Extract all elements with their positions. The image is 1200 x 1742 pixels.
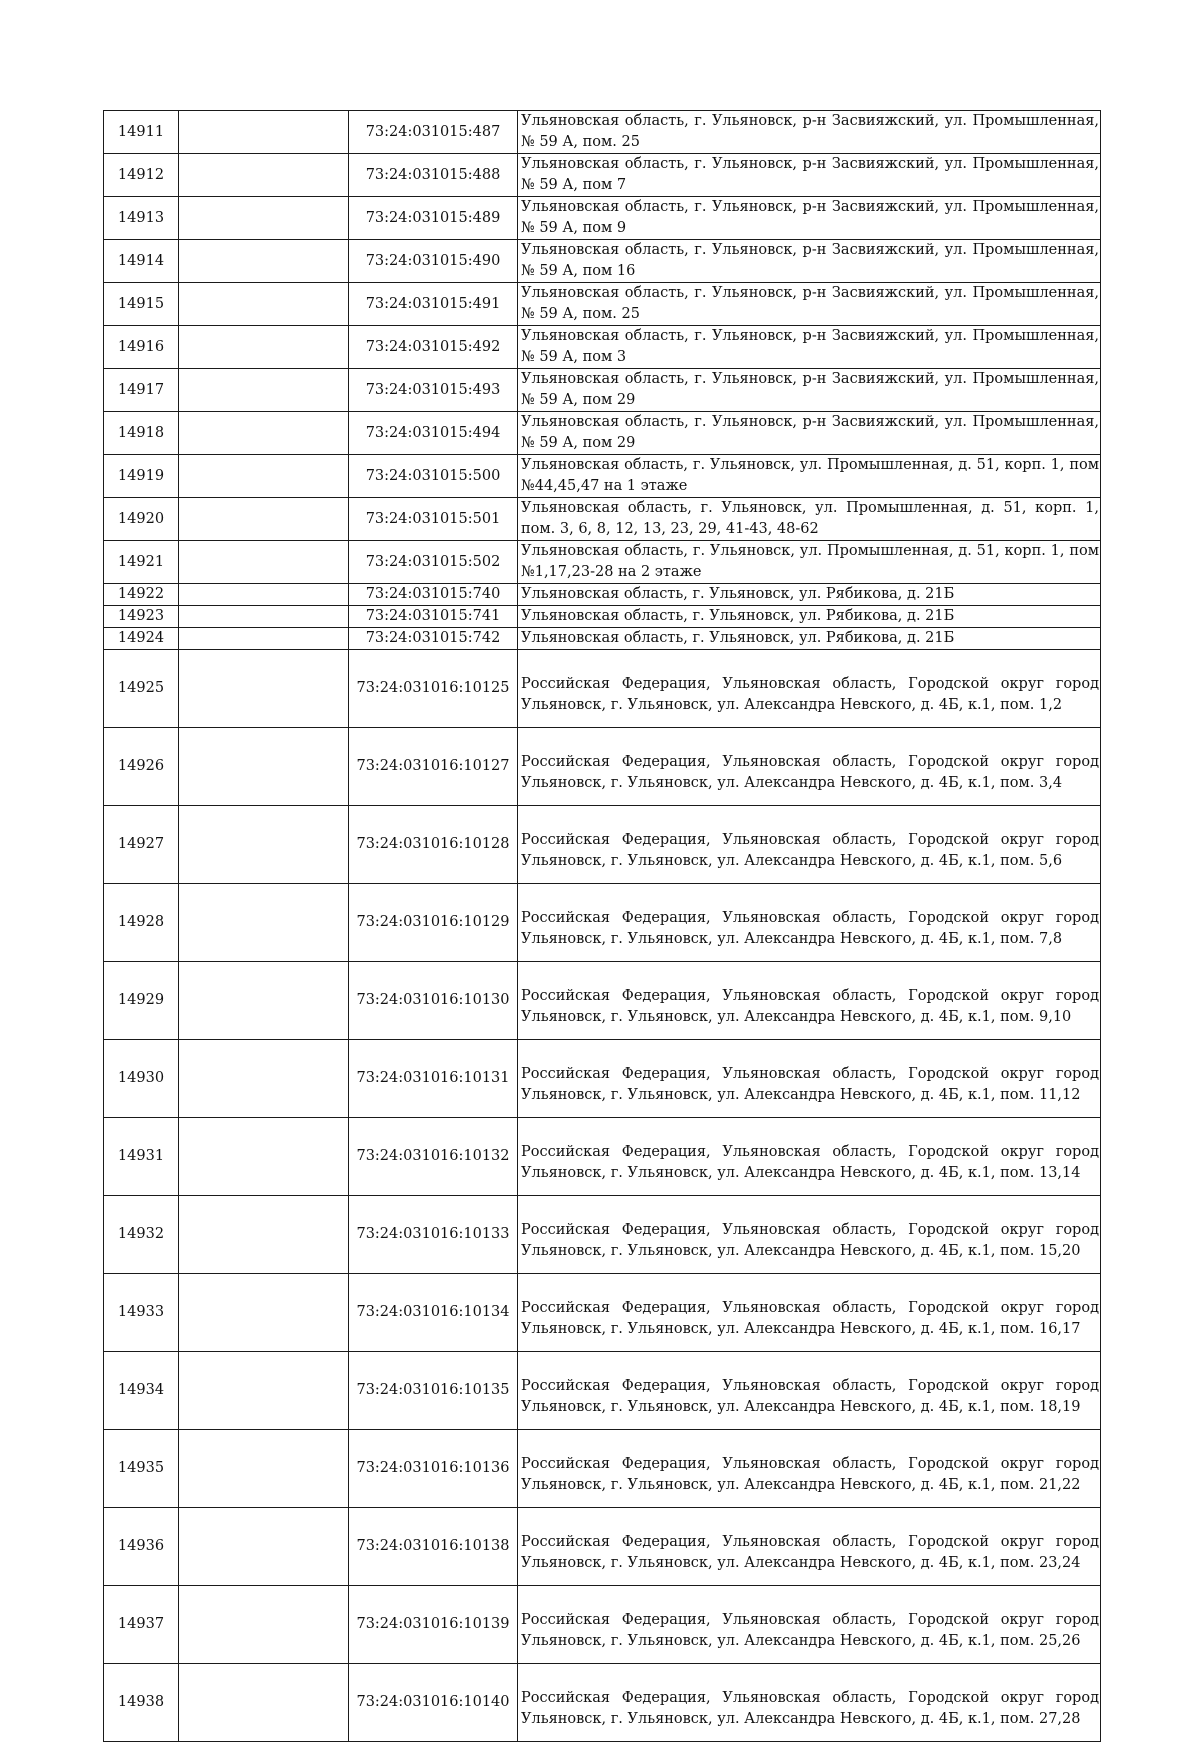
property-table (103, 110, 1101, 1742)
empty-cell (179, 326, 349, 369)
cadastral-number: 73:24:031015:502 (349, 541, 518, 584)
address: Ульяновская область, г. Ульяновск, р-н Засвияжский, ул. Промышленная, № 59 А, пом. 25 (518, 283, 1101, 326)
table-row (104, 606, 1101, 628)
cadastral-number: 73:24:031016:10138 (349, 1508, 518, 1586)
cadastral-number: 73:24:031015:492 (349, 326, 518, 369)
table-row (104, 1352, 1101, 1430)
table-row (104, 541, 1101, 584)
empty-cell (179, 1508, 349, 1586)
address: Ульяновская область, г. Ульяновск, ул. Рябикова, д. 21Б (518, 628, 1101, 650)
row-number: 14912 (104, 154, 179, 197)
cadastral-number: 73:24:031015:740 (349, 584, 518, 606)
address: Российская Федерация, Ульяновская область, Городской округ город Ульяновск, г. Ульяновск, ул. Александра Невского, д. 4Б, к.1, пом. 23,24 (518, 1508, 1101, 1586)
cadastral-number: 73:24:031016:10135 (349, 1352, 518, 1430)
table-row (104, 806, 1101, 884)
row-number: 14915 (104, 283, 179, 326)
cadastral-number: 73:24:031016:10132 (349, 1118, 518, 1196)
empty-cell (179, 197, 349, 240)
table-row (104, 412, 1101, 455)
empty-cell (179, 1352, 349, 1430)
row-number: 14913 (104, 197, 179, 240)
empty-cell (179, 584, 349, 606)
table-row (104, 1274, 1101, 1352)
address: Российская Федерация, Ульяновская область, Городской округ город Ульяновск, г. Ульяновск, ул. Александра Невского, д. 4Б, к.1, пом. 18,19 (518, 1352, 1101, 1430)
row-number: 14929 (104, 962, 179, 1040)
table-row (104, 962, 1101, 1040)
empty-cell (179, 455, 349, 498)
row-number: 14936 (104, 1508, 179, 1586)
cadastral-number: 73:24:031016:10129 (349, 884, 518, 962)
empty-cell (179, 541, 349, 584)
address: Ульяновская область, г. Ульяновск, р-н Засвияжский, ул. Промышленная, № 59 А, пом. 25 (518, 111, 1101, 154)
cadastral-number: 73:24:031016:10130 (349, 962, 518, 1040)
address: Российская Федерация, Ульяновская область, Городской округ город Ульяновск, г. Ульяновск, ул. Александра Невского, д. 4Б, к.1, пом. 11,12 (518, 1040, 1101, 1118)
empty-cell (179, 650, 349, 728)
address: Российская Федерация, Ульяновская область, Городской округ город Ульяновск, г. Ульяновск, ул. Александра Невского, д. 4Б, к.1, пом. 15,20 (518, 1196, 1101, 1274)
table-row (104, 111, 1101, 154)
empty-cell (179, 962, 349, 1040)
empty-cell (179, 1118, 349, 1196)
cadastral-number: 73:24:031016:10139 (349, 1586, 518, 1664)
address: Российская Федерация, Ульяновская область, Городской округ город Ульяновск, г. Ульяновск, ул. Александра Невского, д. 4Б, к.1, пом. 25,26 (518, 1586, 1101, 1664)
address: Ульяновская область, г. Ульяновск, ул. Промышленная, д. 51, корп. 1, пом. 3, 6, 8, 12, 13, 23, 29, 41-43, 48-62 (518, 498, 1101, 541)
table-row (104, 1664, 1101, 1742)
cadastral-number: 73:24:031015:493 (349, 369, 518, 412)
table-row (104, 1118, 1101, 1196)
table-row (104, 728, 1101, 806)
table-row (104, 1040, 1101, 1118)
address: Ульяновская область, г. Ульяновск, р-н Засвияжский, ул. Промышленная, № 59 А, пом 29 (518, 412, 1101, 455)
address: Ульяновская область, г. Ульяновск, р-н Засвияжский, ул. Промышленная, № 59 А, пом 29 (518, 369, 1101, 412)
empty-cell (179, 369, 349, 412)
table-row (104, 498, 1101, 541)
row-number: 14933 (104, 1274, 179, 1352)
table-row (104, 628, 1101, 650)
row-number: 14938 (104, 1664, 179, 1742)
table-row (104, 283, 1101, 326)
empty-cell (179, 806, 349, 884)
address: Российская Федерация, Ульяновская область, Городской округ город Ульяновск, г. Ульяновск, ул. Александра Невского, д. 4Б, к.1, пом. 21,22 (518, 1430, 1101, 1508)
table-row (104, 650, 1101, 728)
cadastral-number: 73:24:031016:10134 (349, 1274, 518, 1352)
address: Российская Федерация, Ульяновская область, Городской округ город Ульяновск, г. Ульяновск, ул. Александра Невского, д. 4Б, к.1, пом. 9,10 (518, 962, 1101, 1040)
row-number: 14914 (104, 240, 179, 283)
empty-cell (179, 412, 349, 455)
empty-cell (179, 111, 349, 154)
empty-cell (179, 1274, 349, 1352)
cadastral-number: 73:24:031015:490 (349, 240, 518, 283)
table-row (104, 1430, 1101, 1508)
empty-cell (179, 498, 349, 541)
row-number: 14922 (104, 584, 179, 606)
address: Российская Федерация, Ульяновская область, Городской округ город Ульяновск, г. Ульяновск, ул. Александра Невского, д. 4Б, к.1, пом. 1,2 (518, 650, 1101, 728)
cadastral-number: 73:24:031015:501 (349, 498, 518, 541)
empty-cell (179, 1196, 349, 1274)
row-number: 14937 (104, 1586, 179, 1664)
address: Ульяновская область, г. Ульяновск, ул. Промышленная, д. 51, корп. 1, пом №1,17,23-28 на 2 этаже (518, 541, 1101, 584)
row-number: 14926 (104, 728, 179, 806)
row-number: 14920 (104, 498, 179, 541)
row-number: 14934 (104, 1352, 179, 1430)
table-row (104, 154, 1101, 197)
table-row (104, 455, 1101, 498)
row-number: 14935 (104, 1430, 179, 1508)
cadastral-number: 73:24:031015:487 (349, 111, 518, 154)
table-row (104, 369, 1101, 412)
cadastral-number: 73:24:031015:742 (349, 628, 518, 650)
table-row (104, 1508, 1101, 1586)
cadastral-number: 73:24:031015:500 (349, 455, 518, 498)
empty-cell (179, 728, 349, 806)
empty-cell (179, 240, 349, 283)
cadastral-number: 73:24:031016:10127 (349, 728, 518, 806)
address: Российская Федерация, Ульяновская область, Городской округ город Ульяновск, г. Ульяновск, ул. Александра Невского, д. 4Б, к.1, пом. 3,4 (518, 728, 1101, 806)
table-row (104, 1196, 1101, 1274)
cadastral-number: 73:24:031015:741 (349, 606, 518, 628)
address: Ульяновская область, г. Ульяновск, р-н Засвияжский, ул. Промышленная, № 59 А, пом 16 (518, 240, 1101, 283)
row-number: 14927 (104, 806, 179, 884)
empty-cell (179, 606, 349, 628)
row-number: 14917 (104, 369, 179, 412)
row-number: 14930 (104, 1040, 179, 1118)
table-row (104, 240, 1101, 283)
table-row (104, 884, 1101, 962)
empty-cell (179, 884, 349, 962)
empty-cell (179, 1430, 349, 1508)
row-number: 14916 (104, 326, 179, 369)
row-number: 14923 (104, 606, 179, 628)
table-body (104, 111, 1101, 1742)
cadastral-number: 73:24:031016:10140 (349, 1664, 518, 1742)
address: Российская Федерация, Ульяновская область, Городской округ город Ульяновск, г. Ульяновск, ул. Александра Невского, д. 4Б, к.1, пом. 16,17 (518, 1274, 1101, 1352)
empty-cell (179, 1040, 349, 1118)
address: Российская Федерация, Ульяновская область, Городской округ город Ульяновск, г. Ульяновск, ул. Александра Невского, д. 4Б, к.1, пом. 5,6 (518, 806, 1101, 884)
cadastral-number: 73:24:031015:494 (349, 412, 518, 455)
row-number: 14928 (104, 884, 179, 962)
address: Ульяновская область, г. Ульяновск, ул. Рябикова, д. 21Б (518, 606, 1101, 628)
empty-cell (179, 283, 349, 326)
row-number: 14919 (104, 455, 179, 498)
cadastral-number: 73:24:031015:488 (349, 154, 518, 197)
cadastral-number: 73:24:031016:10131 (349, 1040, 518, 1118)
address: Ульяновская область, г. Ульяновск, ул. Рябикова, д. 21Б (518, 584, 1101, 606)
row-number: 14931 (104, 1118, 179, 1196)
row-number: 14921 (104, 541, 179, 584)
empty-cell (179, 1586, 349, 1664)
empty-cell (179, 154, 349, 197)
cadastral-number: 73:24:031016:10128 (349, 806, 518, 884)
row-number: 14911 (104, 111, 179, 154)
table-row (104, 584, 1101, 606)
cadastral-number: 73:24:031016:10136 (349, 1430, 518, 1508)
row-number: 14932 (104, 1196, 179, 1274)
address: Ульяновская область, г. Ульяновск, ул. Промышленная, д. 51, корп. 1, пом №44,45,47 на 1 этаже (518, 455, 1101, 498)
row-number: 14918 (104, 412, 179, 455)
empty-cell (179, 1664, 349, 1742)
row-number: 14925 (104, 650, 179, 728)
address: Российская Федерация, Ульяновская область, Городской округ город Ульяновск, г. Ульяновск, ул. Александра Невского, д. 4Б, к.1, пом. 13,14 (518, 1118, 1101, 1196)
cadastral-number: 73:24:031015:491 (349, 283, 518, 326)
table-row (104, 1586, 1101, 1664)
address: Ульяновская область, г. Ульяновск, р-н Засвияжский, ул. Промышленная, № 59 А, пом 7 (518, 154, 1101, 197)
empty-cell (179, 628, 349, 650)
row-number: 14924 (104, 628, 179, 650)
address: Ульяновская область, г. Ульяновск, р-н Засвияжский, ул. Промышленная, № 59 А, пом 9 (518, 197, 1101, 240)
cadastral-number: 73:24:031015:489 (349, 197, 518, 240)
cadastral-number: 73:24:031016:10125 (349, 650, 518, 728)
table-row (104, 326, 1101, 369)
address: Российская Федерация, Ульяновская область, Городской округ город Ульяновск, г. Ульяновск, ул. Александра Невского, д. 4Б, к.1, пом. 27,28 (518, 1664, 1101, 1742)
address: Российская Федерация, Ульяновская область, Городской округ город Ульяновск, г. Ульяновск, ул. Александра Невского, д. 4Б, к.1, пом. 7,8 (518, 884, 1101, 962)
address: Ульяновская область, г. Ульяновск, р-н Засвияжский, ул. Промышленная, № 59 А, пом 3 (518, 326, 1101, 369)
cadastral-number: 73:24:031016:10133 (349, 1196, 518, 1274)
table-row (104, 197, 1101, 240)
